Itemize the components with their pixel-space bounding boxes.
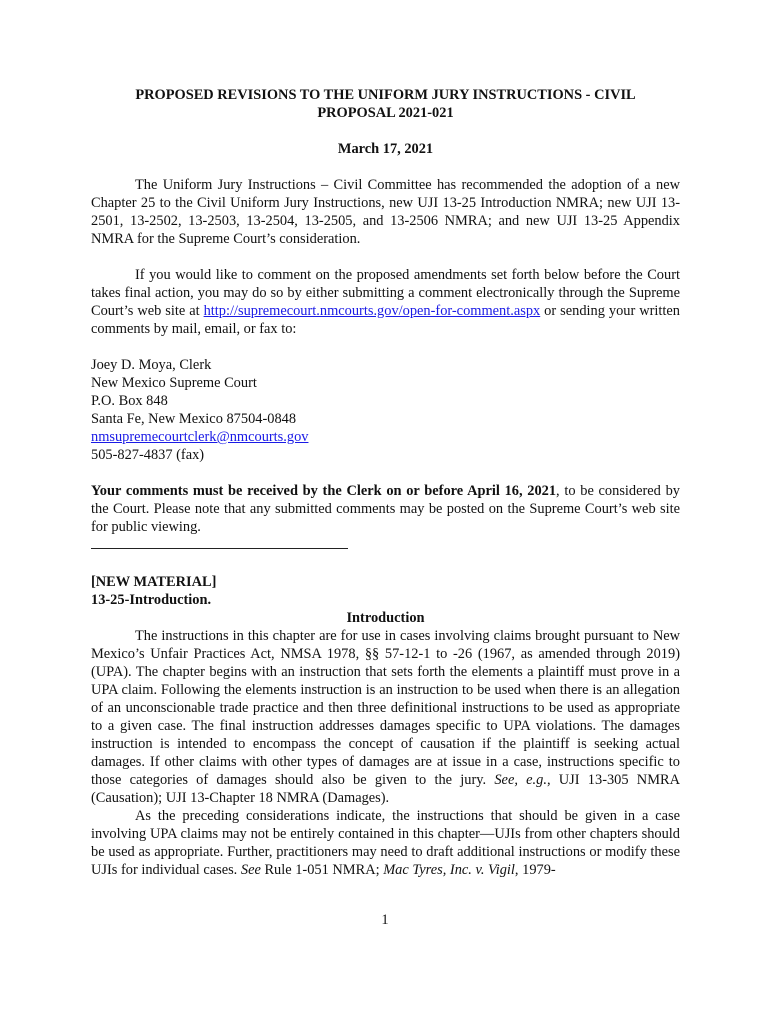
intro-p1-text: The instructions in this chapter are for use in cases involving claims brought pursuant to New Mexico’s Unfair Practices Act, NMSA 1978, §§ 57-12-1 to -26 (1967, as amended through 2019) (UPA). The chapter begins with an instruction that sets forth the elements a plaintiff must prove in a UPA claim. Following the elements instruction is an instruction to be used when there is an allegation of an unconscionable trade practice and then three definitional instructions to be used as appropriate to a given case. The final instruction addresses damages specific to UPA violations. The damages instruction is intended to encompass the concept of causation if the plaintiff is seeking actual damages. If other claims with other types of damages are at issue in a case, instructions specific to those categories of damages should also be given to the jury. [91,628,680,788]
comment-text-after-link: or sending your written comments by mail, email, or fax to: [91,303,680,337]
new-material-tag: [NEW MATERIAL] [91,574,217,590]
comment-link[interactable]: http://supremecourt.nmcourts.gov/open-for-comment.aspx [203,303,541,319]
city-state-zip: Santa Fe, New Mexico 87504-0848 [91,411,297,427]
comment-paragraph [91,266,680,338]
comment-text-before-link: If you would like to comment on the proposed amendments set forth below before the Court takes final action, you may do so by either submitting a comment electronically through the Supreme Court’s web site at [91,267,680,319]
clerk-email-link[interactable]: nmsupremecourtclerk@nmcourts.gov [91,429,309,445]
introduction-paragraph-2 [91,807,680,879]
intro-p2-middle: Rule 1-051 NMRA; [260,862,384,878]
fax-number: 505-827-4837 (fax) [91,447,205,463]
deadline-bold-text: Your comments must be received by the Clerk on or before April 16, 2021 [91,483,557,499]
intro-p2-text: As the preceding considerations indicate, the instructions that should be given in a case involving UPA claims may not be entirely contained in this chapter—UJIs from other chapters should be used as appropriate. Further, practitioners may need to draft additional instructions or modify these UJIs for individual cases. [91,808,680,878]
introduction-paragraph-1 [91,627,680,807]
new-material-heading [91,573,680,609]
intro-p2-signal: See [240,862,261,878]
title-line-2: PROPOSAL 2021-021 [317,105,454,121]
court-name: New Mexico Supreme Court [91,375,257,391]
document-title [91,86,680,122]
intro-p1-signal: See, e.g. [494,772,547,788]
po-box: P.O. Box 848 [91,393,168,409]
rule-number: 13-25-Introduction. [91,592,212,608]
section-title: Introduction [346,610,425,626]
document-date: March 17, 2021 [337,141,434,157]
title-line-1: PROPOSED REVISIONS TO THE UNIFORM JURY INSTRUCTIONS - CIVIL [135,87,636,103]
clerk-address-block [91,356,680,464]
intro-p2-tail: , 1979- [514,862,556,878]
deadline-rest-text: , to be considered by the Court. Please note that any submitted comments may be posted on the Supreme Court’s web site for public viewing. [91,483,680,535]
deadline-paragraph [91,482,680,536]
intro-p1-tail: , UJI 13-305 NMRA (Causation); UJI 13-Chapter 18 NMRA (Damages). [91,772,680,806]
clerk-name: Joey D. Moya, Clerk [91,357,212,373]
separator-line [91,536,348,549]
document-page [91,86,680,879]
intro-p2-case-name: Mac Tyres, Inc. v. Vigil [383,862,515,878]
page-number: 1 [381,912,389,928]
intro-paragraph: The Uniform Jury Instructions – Civil Committee has recommended the adoption of a new Chapter 25 to the Civil Uniform Jury Instructions, new UJI 13-25 Introduction NMRA; new UJI 13-2501, 13-2502, 13-2503, 13-2504, 13-2505, and 13-2506 NMRA; and new UJI 13-25 Appendix NMRA for the Supreme Court’s consideration. [91,177,680,247]
